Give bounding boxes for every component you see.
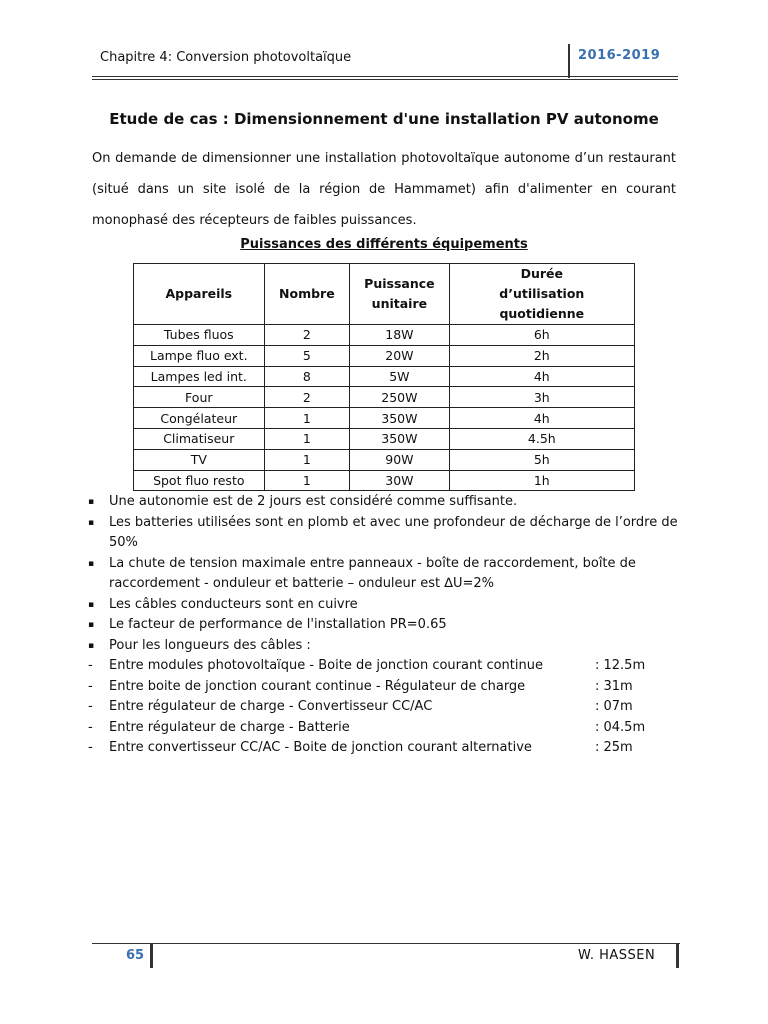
table-cell: 5 (264, 345, 350, 366)
table-row (134, 387, 635, 408)
cable-length-item (88, 677, 678, 698)
table-cell: TV (134, 449, 265, 470)
footer-author: W. HASSEN (578, 948, 656, 963)
table-cell: 18W (350, 325, 449, 346)
cable-length-item (88, 718, 678, 739)
page-number: 65 (126, 948, 145, 963)
table-cell: 90W (350, 449, 449, 470)
table-cell: 4.5h (449, 428, 634, 449)
bullet-item (88, 492, 678, 513)
table-row (134, 366, 635, 387)
column-header: Puissance unitaire (350, 264, 449, 325)
table-cell: 250W (350, 387, 449, 408)
table-cell: 8 (264, 366, 350, 387)
bullet-text: Le facteur de performance de l'installation PR=0.65 (109, 617, 447, 632)
table-cell: Lampe fluo ext. (134, 345, 265, 366)
table-cell: 1 (264, 408, 350, 429)
cable-length-value: : 04.5m (595, 719, 646, 735)
chapter-title: Chapitre 4: Conversion photovoltaïque (100, 50, 352, 65)
table-row (134, 428, 635, 449)
table-header-row (134, 264, 635, 325)
bullet-text: Les câbles conducteurs sont en cuivre (109, 596, 358, 612)
table-cell: 5h (449, 449, 634, 470)
table-cell: Four (134, 387, 265, 408)
table-cell: 4h (449, 408, 634, 429)
table-cell: Spot fluo resto (134, 470, 265, 491)
table-body (134, 325, 635, 491)
cable-segment-label: Entre régulateur de charge - Convertisseur CC/AC (109, 699, 433, 714)
table-cell: 30W (350, 470, 449, 491)
bullet-square-icon: ▪ (88, 620, 95, 630)
table-cell: 1 (264, 449, 350, 470)
footer-rule (92, 943, 680, 944)
bullet-text: La chute de tension maximale entre panneaux - boîte de raccordement, boîte de raccordement - onduleur et batterie – onduleur est ∆U=2% (109, 555, 636, 591)
cable-length-value: : 12.5m (595, 658, 646, 673)
cable-length-value: : 25m (595, 740, 633, 755)
cable-segment-label: Entre boite de jonction courant continue - Régulateur de charge (109, 678, 526, 694)
table-cell: 2h (449, 345, 634, 366)
equipment-table (133, 263, 635, 491)
dash-icon: - (88, 658, 93, 673)
bullet-item (88, 554, 678, 595)
cable-length-value: : 07m (595, 699, 633, 714)
table-cell: 2 (264, 325, 350, 346)
table-cell: 20W (350, 345, 449, 366)
table-cell: 350W (350, 408, 449, 429)
header-rule (92, 76, 678, 77)
table-cell: 1 (264, 428, 350, 449)
table-row (134, 470, 635, 491)
column-header: Appareils (134, 264, 265, 325)
column-header: Durée d’utilisation quotidienne (449, 264, 634, 325)
header-divider (568, 44, 570, 78)
footer-divider-right (676, 944, 679, 968)
page-title: Etude de cas : Dimensionnement d'une installation PV autonome (109, 110, 659, 128)
bullet-text: Les batteries utilisées sont en plomb et avec une profondeur de décharge de l’ordre de 50% (109, 514, 678, 550)
dash-icon: - (88, 719, 93, 735)
table-cell: 350W (350, 428, 449, 449)
table-row (134, 325, 635, 346)
bullet-square-icon: ▪ (88, 599, 95, 610)
footer-divider-left (150, 944, 153, 968)
cable-segment-label: Entre régulateur de charge - Batterie (109, 719, 350, 735)
bullet-list (88, 492, 678, 656)
dash-icon: - (88, 678, 93, 694)
bullet-square-icon: ▪ (88, 497, 95, 507)
table-cell: 1h (449, 470, 634, 491)
table-cell: Climatiseur (134, 428, 265, 449)
cable-length-item (88, 697, 678, 718)
bullet-item (88, 595, 678, 616)
table-cell: 6h (449, 325, 634, 346)
bullet-square-icon: ▪ (88, 640, 95, 651)
table-cell: Congélateur (134, 408, 265, 429)
table-cell: 3h (449, 387, 634, 408)
bullet-square-icon: ▪ (88, 558, 95, 569)
cable-length-value: : 31m (595, 678, 633, 694)
bullet-item (88, 636, 678, 657)
table-cell: 2 (264, 387, 350, 408)
table-cell: 1 (264, 470, 350, 491)
table-cell: 5W (350, 366, 449, 387)
header-years: 2016-2019 (578, 48, 661, 63)
dash-icon: - (88, 740, 93, 755)
bullet-item (88, 615, 678, 636)
page-header (92, 40, 678, 76)
table-row (134, 408, 635, 429)
bullet-item (88, 513, 678, 554)
cable-length-item (88, 656, 678, 677)
cable-length-item (88, 738, 678, 759)
cable-segment-label: Entre modules photovoltaïque - Boite de jonction courant continue (109, 658, 543, 673)
header-rule-secondary (92, 79, 678, 80)
bullet-square-icon: ▪ (88, 517, 95, 528)
cable-segment-label: Entre convertisseur CC/AC - Boite de jonction courant alternative (109, 740, 532, 755)
intro-paragraph: On demande de dimensionner une installation photovoltaïque autonome d’un restaurant (situé dans un site isolé de la région de Hammamet) afin d'alimenter en courant monophasé des récepteurs de faibles puissances. (92, 151, 676, 228)
table-cell: Lampes led int. (134, 366, 265, 387)
dash-icon: - (88, 699, 93, 714)
assumptions-list (88, 492, 678, 759)
table-caption: Puissances des différents équipements (240, 237, 528, 252)
table-cell: Tubes fluos (134, 325, 265, 346)
table-row (134, 449, 635, 470)
column-header: Nombre (264, 264, 350, 325)
table-cell: 4h (449, 366, 634, 387)
table-row (134, 345, 635, 366)
cable-length-list (88, 656, 678, 759)
bullet-text: Pour les longueurs des câbles : (109, 637, 311, 653)
bullet-text: Une autonomie est de 2 jours est considéré comme suffisante. (109, 494, 518, 509)
